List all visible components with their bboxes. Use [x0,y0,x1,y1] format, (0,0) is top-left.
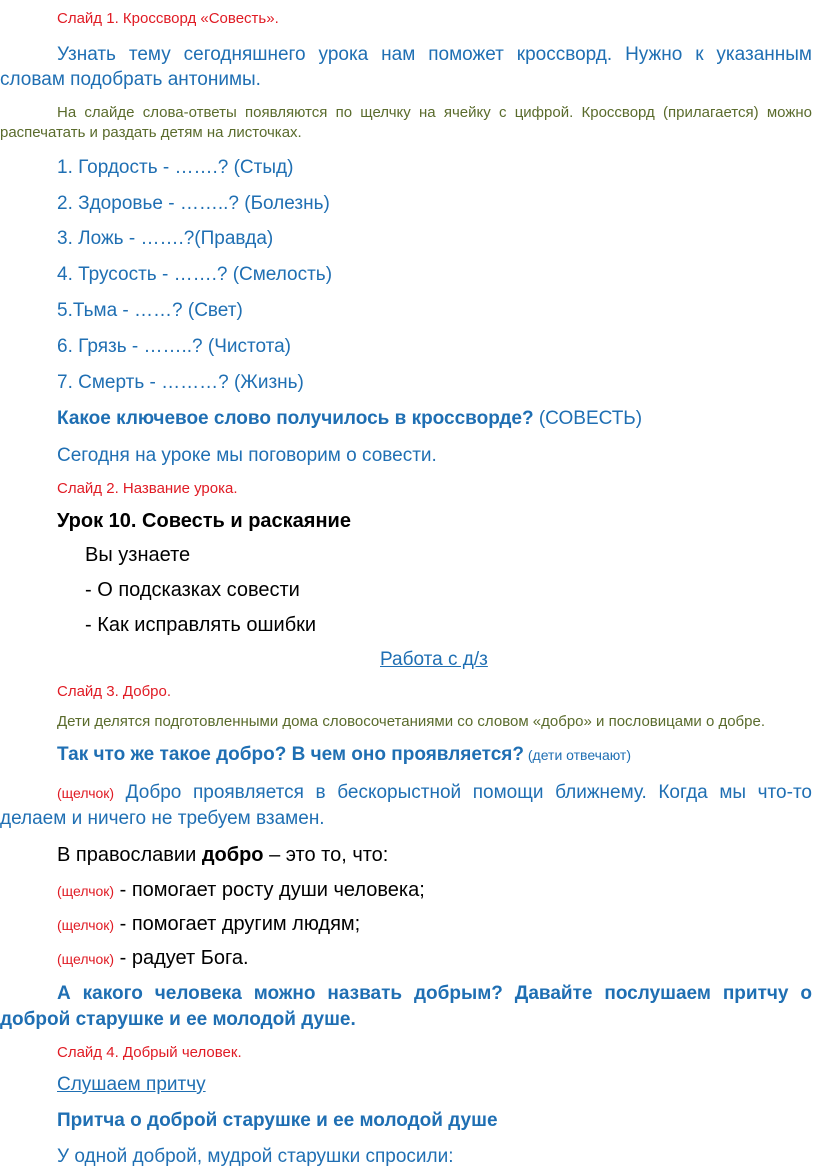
orthodoxy-suffix: – это то, что: [263,844,389,866]
slide3-note: Дети делятся подготовленными дома словосочетаниями со словом «добро» и пословицами о добре. [57,713,765,730]
crossword-item-1: 1. Гордость - …….? (Стыд) [57,157,294,178]
click-label: (щелчок) [57,951,115,967]
homework-link-text[interactable]: Работа с д/з [380,649,488,670]
learn-item-2: - Как исправлять ошибки [85,614,317,636]
orthodoxy-line [57,845,816,865]
parable-title: Притча о доброй старушке и ее молодой душе [57,1110,498,1131]
crossword-item-6: 6. Грязь - ……..? (Чистота) [57,336,292,357]
click-item-text: - помогает росту души человека; [114,879,425,901]
click-label: (щелчок) [57,785,115,801]
kind-person-line2: доброй старушке и ее молодой душе. [0,1009,356,1030]
click-item-text: - помогает другим людям; [114,913,361,935]
good-answer-line2: делаем и ничего не требуем взамен. [0,808,325,829]
orthodoxy-bold: добро [201,844,264,866]
good-answer-line1 [57,783,812,802]
parable-start: У одной доброй, мудрой старушки спросили: [57,1146,454,1167]
kind-person-line1: А какого человека можно назвать добрым? Давайте послушаем притчу о [57,983,812,1004]
slide1-heading: Слайд 1. Кроссворд «Совесть». [57,10,279,27]
click-label: (щелчок) [57,883,115,899]
listen-link-text[interactable]: Слушаем притчу [57,1074,206,1095]
good-answer-text: Добро проявляется в бескорыстной помощи ближнему. Когда мы что-то [114,782,812,803]
crossword-item-5: 5.Тьма - ……? (Свет) [57,300,243,321]
learn-item-1: - О подсказках совести [85,579,300,601]
crossword-item-4: 4. Трусость - …….? (Смелость) [57,264,333,285]
today-topic: Сегодня на уроке мы поговорим о совести. [57,445,437,466]
good-question [57,745,816,764]
crossword-item-3: 3. Ложь - …….?(Правда) [57,228,274,249]
slide1-note-line1: На слайде слова-ответы появляются по щелчку на ячейку с цифрой. Кроссворд (прилагается) можно [57,104,812,121]
click-label: (щелчок) [57,917,115,933]
lesson-title: Урок 10. Совесть и раскаяние [57,510,351,532]
learn-intro: Вы узнаете [85,544,191,566]
crossword-item-7: 7. Смерть - ………? (Жизнь) [57,372,304,393]
slide4-heading: Слайд 4. Добрый человек. [57,1044,242,1061]
crossword-item-2: 2. Здоровье - ……..? (Болезнь) [57,193,330,214]
click-item-2 [57,914,816,934]
click-item-3 [57,948,816,968]
slide3-heading: Слайд 3. Добро. [57,683,172,700]
slide2-heading: Слайд 2. Название урока. [57,480,238,497]
slide1-note-line2: распечатать и раздать детям на листочках. [0,124,302,141]
slide1-intro-line1: Узнать тему сегодняшнего урока нам поможет кроссворд. Нужно к указанным [57,44,812,65]
slide1-intro-line2: словам подобрать антонимы. [0,69,261,90]
keyword-question [57,409,816,428]
keyword-answer: (СОВЕСТЬ) [533,408,643,429]
good-question-text: Так что же такое добро? В чем оно проявляется? [57,744,524,765]
listen-link[interactable] [57,1075,206,1094]
homework-link[interactable] [380,650,488,669]
orthodoxy-prefix: В православии [57,844,202,866]
click-item-text: - радует Бога. [114,947,249,969]
good-question-note: (дети отвечают) [524,747,632,763]
click-item-1 [57,880,816,900]
keyword-question-text: Какое ключевое слово получилось в кроссворде? [57,408,534,429]
